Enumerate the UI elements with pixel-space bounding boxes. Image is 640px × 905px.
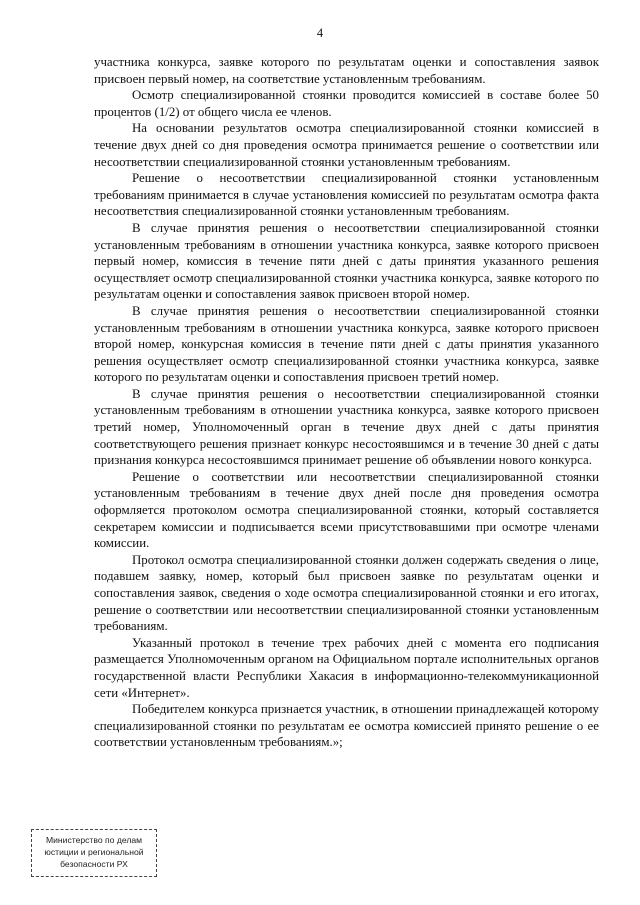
stamp-line: безопасности РХ [60,859,128,869]
stamp-line: юстиции и региональной [44,847,144,857]
paragraph: Решение о соответствии или несоответствии специализированной стоянки установленным требованиям в течение двух дней после дня проведения осмотра оформляется протоколом осмотра специализированной стоянки, который составляется секретарем комиссии и подписывается всеми присутствовавшими при осмотре членами комиссии. [94,469,599,551]
paragraph: В случае принятия решения о несоответствии специализированной стоянки установленным требованиям в отношении участника конкурса, заявке которого присвоен первый номер, комиссия в течение пяти дней с даты принятия указанного решения осуществляет осмотр специализированной стоянки участника конкурса, заявке которого по результатам оценки и сопоставления заявок присвоен второй номер. [94,220,599,302]
paragraph: В случае принятия решения о несоответствии специализированной стоянки установленным требованиям в отношении участника конкурса, заявке которого присвоен второй номер, конкурсная комиссия в течение пяти дней с даты принятия указанного решения осуществляет осмотр специализированной стоянки участника конкурса, заявке которого по результатам оценки и сопоставления присвоен третий номер. [94,303,599,385]
paragraph: участника конкурса, заявке которого по результатам оценки и сопоставления заявок присвоен первый номер, на соответствие установленным требованиям. [94,55,599,86]
paragraph: На основании результатов осмотра специализированной стоянки комиссией в течение двух дней со дня проведения осмотра принимается решение о соответствии или несоответствии специализированной стоянки установленным требованиям. [94,121,599,169]
paragraph: Победителем конкурса признается участник, в отношении принадлежащей которому специализированной стоянки по результатам ее осмотра комиссией принято решение о ее соответствии установленным требованиям.»; [94,702,599,750]
paragraph: Решение о несоответствии специализированной стоянки установленным требованиям принимается в случае установления комиссией по результатам осмотра факта несоответствия специализированной стоянки установленным требованиям. [94,171,599,219]
document-body [94,54,599,751]
page-number: 4 [316,26,324,40]
ministry-stamp [31,829,157,877]
paragraph: Осмотр специализированной стоянки проводится комиссией в составе более 50 процентов (1/2) от общего числа ее членов. [94,88,599,119]
paragraph: В случае принятия решения о несоответствии специализированной стоянки установленным требованиям в отношении участника конкурса, заявке которого присвоен третий номер, Уполномоченный орган в течение двух дней с даты принятия соответствующего решения признает конкурс несостоявшимся и в течение 30 дней с даты признания конкурса несостоявшимся принимает решение об объявлении нового конкурса. [94,386,599,468]
paragraph: Протокол осмотра специализированной стоянки должен содержать сведения о лице, подавшем заявку, номер, который был присвоен заявке по результатам оценки и сопоставления заявок, сведения о ходе осмотра специализированной стоянки и его итогах, решение о соответствии или несоответствии специализированной стоянки установленным требованиям. [94,552,599,634]
stamp-line: Министерство по делам [45,835,143,845]
paragraph: Указанный протокол в течение трех рабочих дней с момента его подписания размещается Уполномоченным органом на Официальном портале исполнительных органов государственной власти Республики Хакасия в информационно-телекоммуникационной сети «Интернет». [94,635,599,700]
